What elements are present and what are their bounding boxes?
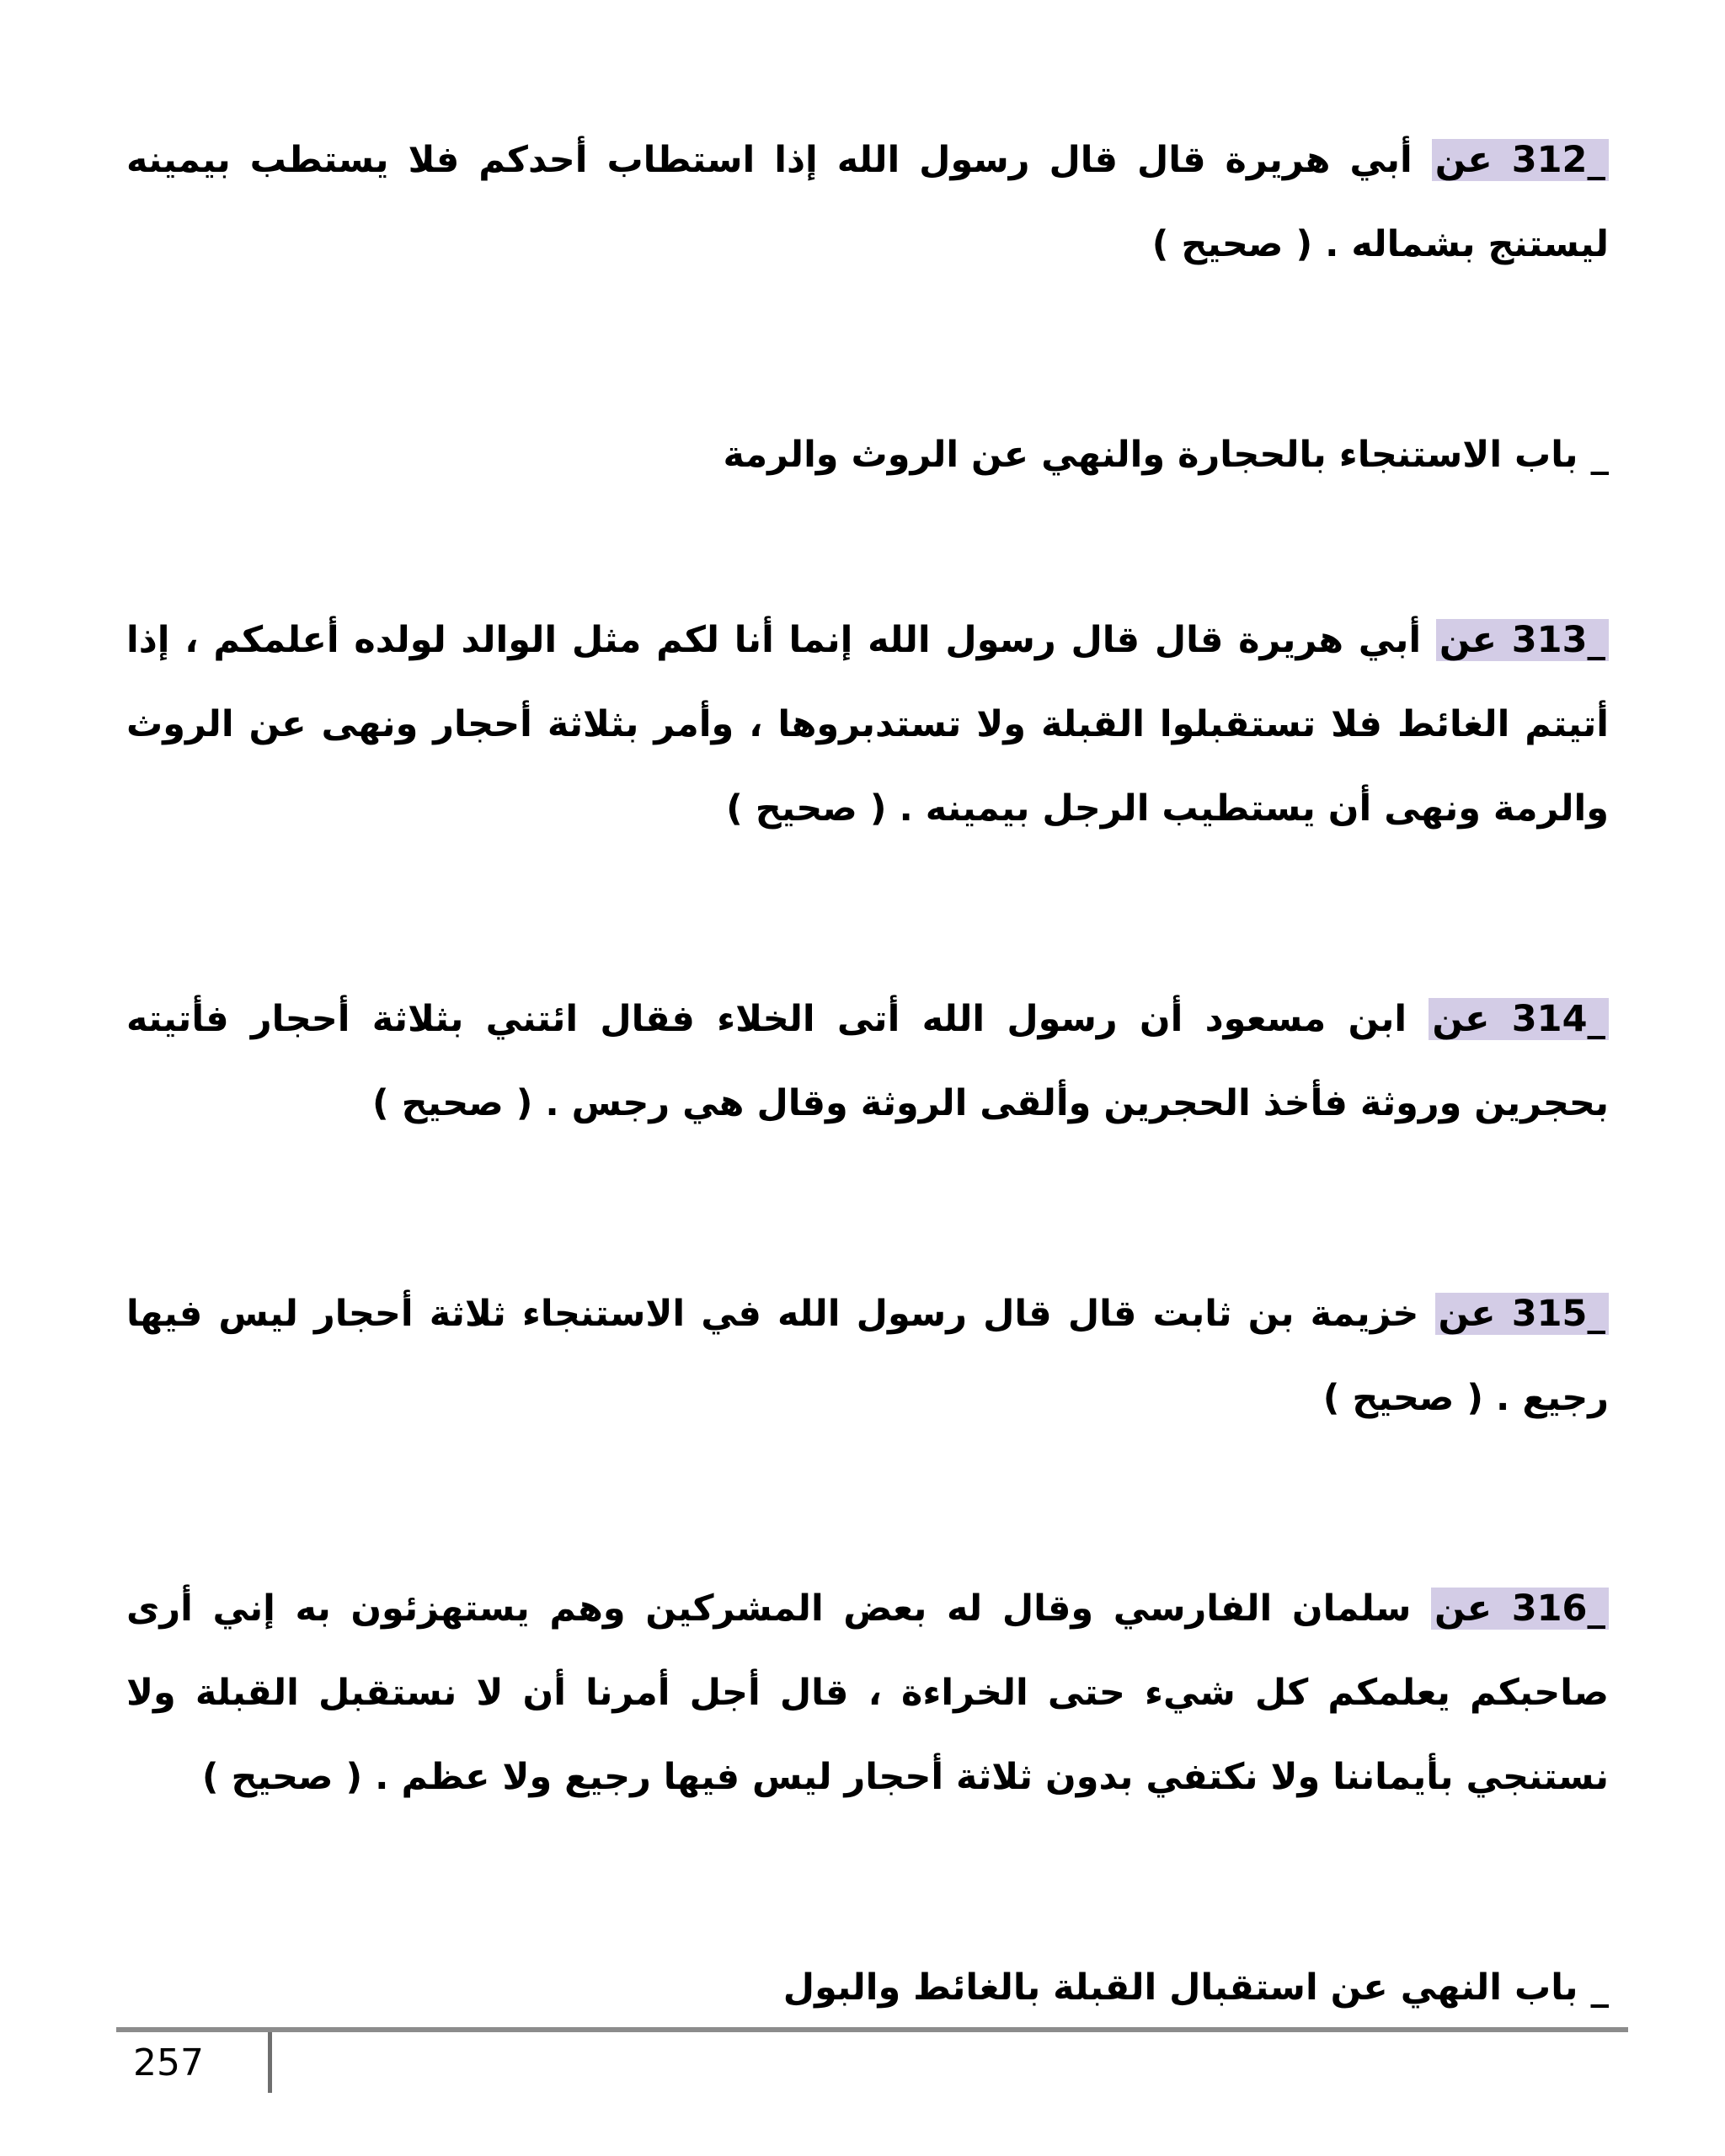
hadith-text: ابن مسعود أن رسول الله أتى الخلاء فقال ائتني بثلاثة أحجار فأتيته بحجرين وروثة فأخذ الحجرين وألقى الروثة وقال هي رجس . ( صحيح ) [126,998,1609,1124]
hadith-315 [126,1272,1609,1440]
hadith-lead-word: عن [1439,619,1497,661]
hadith-number-highlight [1429,998,1609,1040]
hadith-lead-word: عن [1432,998,1490,1040]
hadith-lead-word: عن [1434,139,1493,181]
hadith-text: خزيمة بن ثابت قال قال رسول الله في الاستنجاء ثلاثة أحجار ليس فيها رجيع . ( صحيح ) [126,1293,1609,1419]
hadith-number-highlight [1431,1588,1609,1630]
hadith-lead-word: عن [1438,1293,1496,1335]
hadith-text: أبي هريرة قال قال رسول الله إنما أنا لكم مثل الوالد لولده أعلمكم ، إذا أتيتم الغائط فلا تستقبلوا القبلة ولا تستدبروها ، وأمر بثلاثة أحجار ونهى عن الروث والرمة ونهى أن يستطيب الرجل بيمينه . ( صحيح ) [126,619,1609,830]
page-number: 257 [133,2041,204,2084]
hadith-312 [126,118,1609,286]
hadith-number-highlight [1436,619,1609,661]
footer-divider-tick [268,2032,272,2093]
hadith-314 [126,977,1609,1145]
hadith-number-highlight [1435,1293,1609,1335]
chapter-heading: _ باب الاستنجاء بالحجارة والنهي عن الروث والرمة [723,434,1609,476]
hadith-number-highlight [1432,139,1609,181]
hadith-number: 312_ [1511,139,1605,181]
hadith-lead-word: عن [1434,1588,1493,1630]
hadith-number: 314_ [1511,998,1605,1040]
footer-rule [116,2027,1628,2032]
hadith-text: أبي هريرة قال قال رسول الله إذا استطاب أحدكم فلا يستطب بيمينه ليستنج بشماله . ( صحيح ) [126,139,1609,265]
hadith-number: 315_ [1511,1293,1605,1335]
page-body [126,118,1609,2030]
chapter-heading: _ باب النهي عن استقبال القبلة بالغائط والبول [782,1967,1609,2009]
hadith-number: 313_ [1511,619,1605,661]
hadith-316 [126,1566,1609,1819]
hadith-text: سلمان الفارسي وقال له بعض المشركين وهم يستهزئون به إني أرى صاحبكم يعلمكم كل شيء حتى الخراءة ، قال أجل أمرنا أن لا نستقبل القبلة ولا نستنجي بأيماننا ولا نكتفي بدون ثلاثة أحجار ليس فيها رجيع ولا عظم . ( صحيح ) [126,1588,1609,1798]
hadith-313 [126,598,1609,851]
hadith-number: 316_ [1511,1588,1605,1630]
